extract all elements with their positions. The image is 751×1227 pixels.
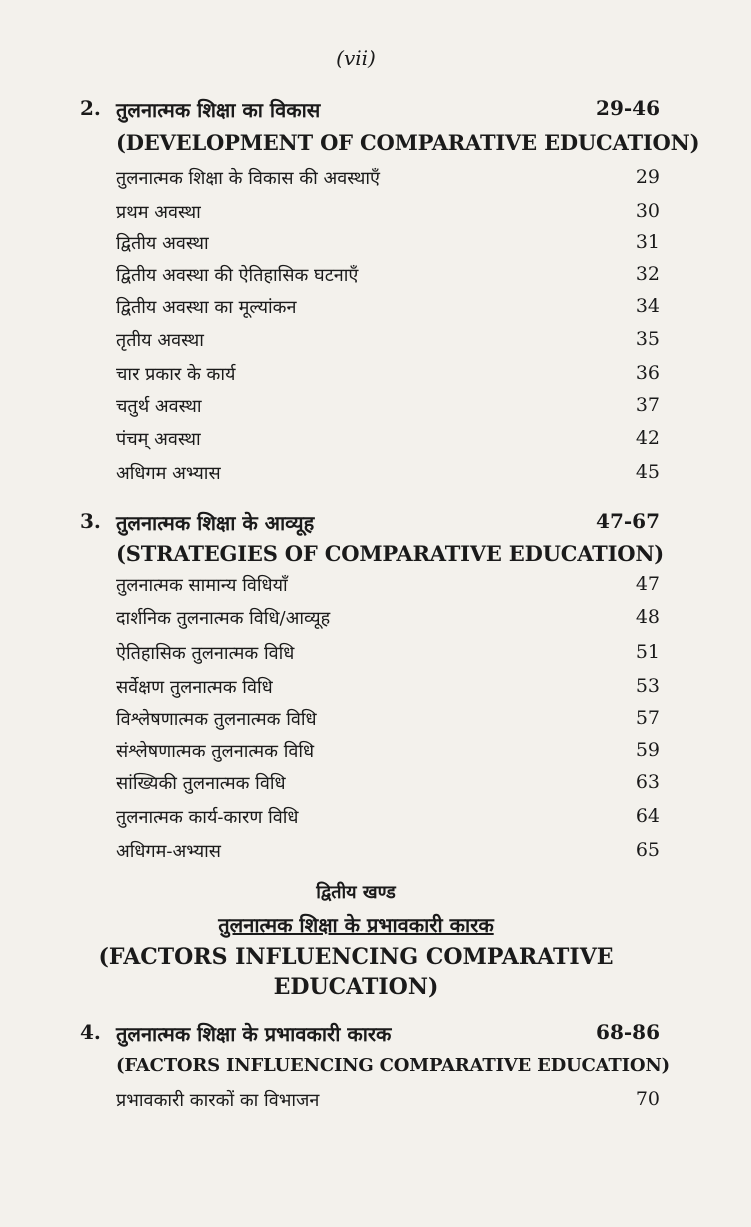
toc-entry: प्रभावकारी कारकों का विभाजन 70	[116, 1088, 660, 1111]
chapter-title: तुलनात्मक शिक्षा के प्रभावकारी कारक	[116, 1022, 392, 1046]
toc-entry: तृतीय अवस्था 35	[116, 328, 660, 351]
chapter-pages: 68-86	[596, 1020, 660, 1044]
toc-entry: पंचम् अवस्था 42	[116, 427, 660, 450]
toc-entry: विश्लेषणात्मक तुलनात्मक विधि 57	[116, 707, 660, 730]
toc-entry: सर्वेक्षण तुलनात्मक विधि 53	[116, 675, 660, 698]
chapter-title: तुलनात्मक शिक्षा के आव्यूह	[116, 511, 315, 535]
chapter-2-heading	[80, 96, 660, 128]
section-label: द्वितीय खण्ड	[316, 882, 396, 903]
chapter-pages: 47-67	[596, 509, 660, 533]
toc-entry: चतुर्थ अवस्था 37	[116, 394, 660, 417]
chapter-number: 3.	[80, 509, 101, 533]
toc-entry: अधिगम-अभ्यास 65	[116, 839, 660, 862]
toc-entry: द्वितीय अवस्था का मूल्यांकन 34	[116, 295, 660, 318]
toc-entry: ऐतिहासिक तुलनात्मक विधि 51	[116, 641, 660, 664]
toc-entry: द्वितीय अवस्था 31	[116, 231, 660, 254]
toc-entry: अधिगम अभ्यास 45	[116, 461, 660, 484]
toc-entry: द्वितीय अवस्था की ऐतिहासिक घटनाएँ 32	[116, 263, 660, 286]
toc-entry: संश्लेषणात्मक तुलनात्मक विधि 59	[116, 739, 660, 762]
toc-entry: तुलनात्मक सामान्य विधियाँ 47	[116, 573, 660, 596]
toc-entry: दार्शनिक तुलनात्मक विधि/आव्यूह 48	[116, 606, 660, 629]
chapter-4-heading	[80, 1020, 660, 1052]
chapter-2-english-title: (DEVELOPMENT OF COMPARATIVE EDUCATION)	[116, 130, 700, 155]
section-title: तुलनात्मक शिक्षा के प्रभावकारी कारक	[218, 913, 494, 937]
section-english-line-2: EDUCATION)	[273, 974, 439, 1000]
chapter-pages: 29-46	[596, 96, 660, 120]
chapter-3-heading	[80, 509, 660, 541]
chapter-3-english-title: (STRATEGIES OF COMPARATIVE EDUCATION)	[116, 541, 665, 566]
chapter-title: तुलनात्मक शिक्षा का विकास	[116, 98, 321, 122]
section-english-line-1: (FACTORS INFLUENCING COMPARATIVE	[98, 944, 614, 970]
chapter-4-english-title: (FACTORS INFLUENCING COMPARATIVE EDUCATION)	[116, 1055, 670, 1076]
toc-entry: प्रथम अवस्था 30	[116, 200, 660, 223]
chapter-number: 2.	[80, 96, 101, 120]
toc-entry: चार प्रकार के कार्य 36	[116, 362, 660, 385]
chapter-number: 4.	[80, 1020, 101, 1044]
toc-entry: तुलनात्मक शिक्षा के विकास की अवस्थाएँ 29	[116, 166, 660, 189]
toc-entry: तुलनात्मक कार्य-कारण विधि 64	[116, 805, 660, 828]
toc-entry: सांख्यिकी तुलनात्मक विधि 63	[116, 771, 660, 794]
page-number: (vii)	[336, 46, 376, 70]
